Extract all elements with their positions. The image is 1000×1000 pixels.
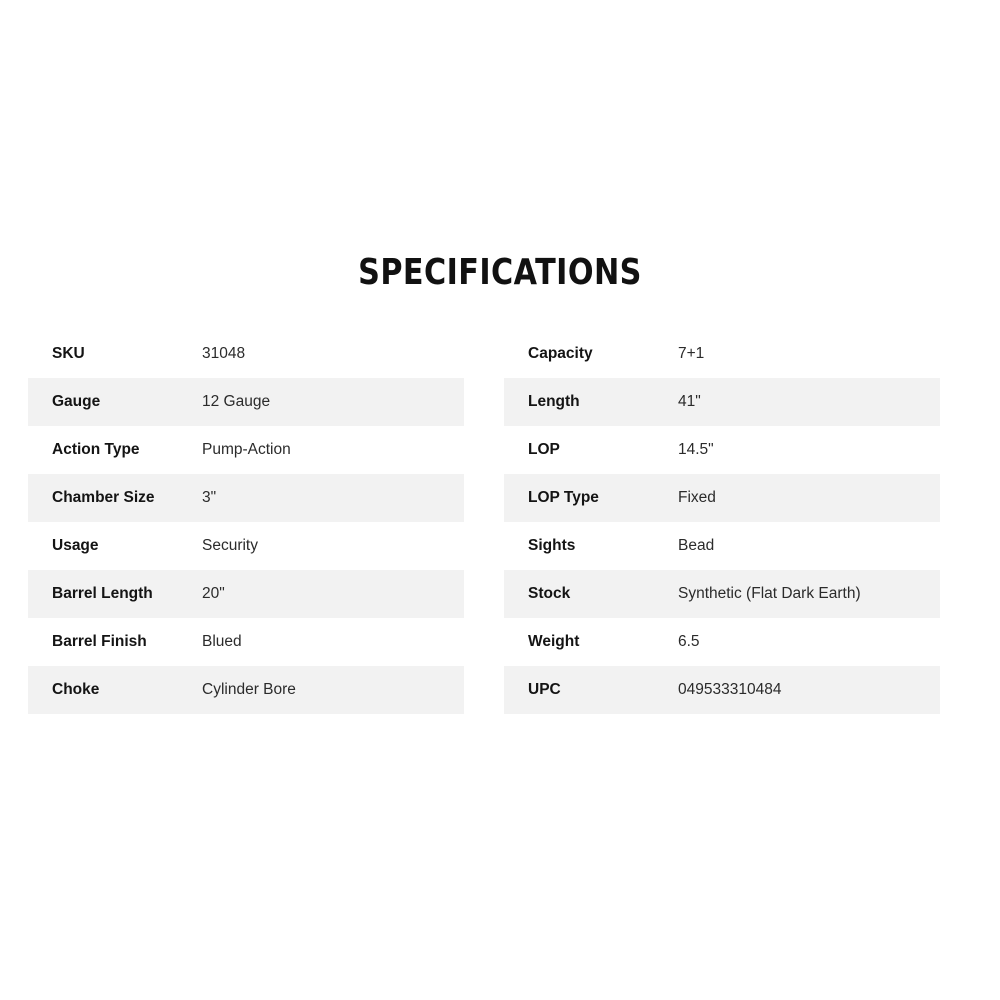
spec-value: 41": [678, 393, 701, 410]
table-row: [504, 522, 940, 570]
spec-value: 3": [202, 489, 217, 506]
table-row: [504, 426, 940, 474]
spec-value: 20": [202, 585, 225, 602]
table-row: [28, 618, 464, 666]
spec-value: 14.5": [678, 441, 714, 458]
specifications-left-column: [28, 330, 464, 714]
spec-label: Weight: [528, 633, 580, 650]
spec-value: Synthetic (Flat Dark Earth): [678, 585, 861, 602]
spec-value: 12 Gauge: [202, 393, 271, 410]
table-row: [28, 330, 464, 378]
spec-label: Stock: [528, 585, 571, 602]
spec-label: LOP: [528, 441, 560, 458]
spec-label: Chamber Size: [52, 489, 155, 506]
spec-label: Barrel Length: [52, 585, 153, 602]
spec-label: SKU: [52, 345, 85, 362]
spec-value: 7+1: [678, 345, 705, 362]
table-row: [504, 618, 940, 666]
spec-value: 049533310484: [678, 681, 782, 698]
spec-label: Barrel Finish: [52, 633, 147, 650]
table-row: [504, 330, 940, 378]
spec-label: Length: [528, 393, 580, 410]
spec-value: Blued: [202, 633, 242, 650]
spec-label: Gauge: [52, 393, 101, 410]
table-row: [504, 378, 940, 426]
spec-value: Cylinder Bore: [202, 681, 296, 698]
spec-value: 31048: [202, 345, 246, 362]
table-row: [28, 522, 464, 570]
spec-label: Capacity: [528, 345, 593, 362]
table-row: [28, 474, 464, 522]
table-row: [28, 378, 464, 426]
spec-value: 6.5: [678, 633, 700, 650]
spec-value: Security: [202, 537, 258, 554]
spec-label: Usage: [52, 537, 99, 554]
spec-label: UPC: [528, 681, 561, 698]
table-row: [504, 666, 940, 714]
table-row: [28, 570, 464, 618]
spec-label: Action Type: [52, 441, 140, 458]
table-row: [28, 666, 464, 714]
specifications-table: [28, 330, 972, 714]
spec-value: Fixed: [678, 489, 716, 506]
specifications-right-column: [504, 330, 940, 714]
table-row: [504, 474, 940, 522]
spec-value: Bead: [678, 537, 715, 554]
spec-value: Pump-Action: [202, 441, 291, 458]
table-row: [504, 570, 940, 618]
spec-label: LOP Type: [528, 489, 599, 506]
table-row: [28, 426, 464, 474]
page-title: SPECIFICATIONS: [358, 252, 642, 293]
spec-label: Choke: [52, 681, 100, 698]
spec-label: Sights: [528, 537, 576, 554]
